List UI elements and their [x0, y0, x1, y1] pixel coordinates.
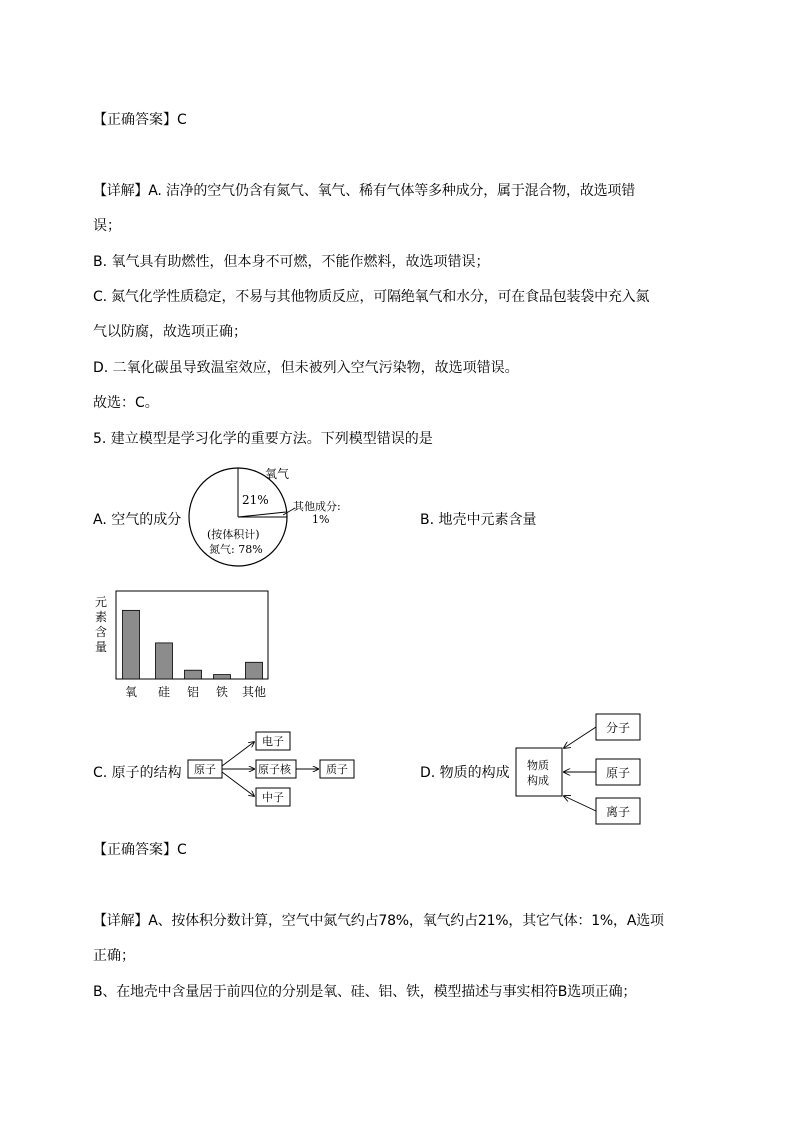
- x-tick-label: 铁: [215, 685, 229, 699]
- arrow-from-molecule: [564, 727, 596, 748]
- ylabel-char: 量: [95, 640, 108, 654]
- x-tick-label: 其他: [241, 685, 267, 699]
- bar-4: [246, 662, 263, 679]
- x-tick-label: 铝: [186, 685, 200, 699]
- bar-3: [214, 675, 231, 679]
- arrow-to-electron: [222, 742, 254, 766]
- neutron-text: 中子: [262, 791, 284, 804]
- option-b-explanation: B. 氧气具有助燃性，但本身不可燃，不能作燃料，故选项错误；: [93, 254, 490, 270]
- matter-composition-diagram: [512, 710, 647, 830]
- ion-text: 离子: [606, 805, 631, 819]
- electron-text: 电子: [262, 735, 284, 748]
- bars-group: [123, 610, 263, 679]
- detail2-line-3: B、在地壳中含量居于前四位的分别是氧、硅、铝、铁，模型描述与事实相符B选项正确；: [93, 984, 637, 1000]
- detail-line-2: 误；: [93, 218, 121, 234]
- bar-2: [185, 670, 202, 679]
- option-a-label: A. 空气的成分: [93, 512, 182, 528]
- option-b-label: B. 地壳中元素含量: [420, 512, 537, 528]
- option-c-label: C. 原子的结构: [93, 765, 182, 781]
- atom-text: 原子: [194, 763, 216, 776]
- pie-oxygen-pct: 21%: [242, 493, 269, 507]
- nucleus-text: 原子核: [258, 763, 291, 776]
- atom-structure-diagram: [186, 728, 356, 808]
- matter-center-line1: 物质: [527, 759, 549, 772]
- arrow-to-neutron: [222, 772, 254, 796]
- answer-label-2: 【正确答案】C: [93, 842, 187, 858]
- pie-nitrogen: 氮气: 78%: [209, 543, 263, 556]
- element-content-bar-chart: [93, 588, 273, 703]
- question-stem: 5. 建立模型是学习化学的重要方法。下列模型错误的是: [93, 431, 433, 447]
- x-tick-label: 氧: [124, 685, 138, 699]
- answer-label-1: 【正确答案】C: [93, 112, 187, 128]
- conclusion: 故选：C。: [93, 395, 159, 411]
- pie-other-label: 其他成分:: [293, 500, 341, 513]
- molecule-text: 分子: [606, 721, 631, 735]
- air-composition-pie: [185, 460, 365, 575]
- pie-oxygen-label: 氧气: [265, 467, 290, 481]
- proton-text: 质子: [326, 763, 348, 776]
- option-d-label: D. 物质的构成: [420, 765, 510, 781]
- option-c-explanation-line1: C. 氮气化学性质稳定，不易与其他物质反应，可隔绝氧气和水分，可在食品包装袋中充入氮: [93, 289, 650, 305]
- detail-line-1: 【详解】A. 洁净的空气仍含有氮气、氧气、稀有气体等多种成分，属于混合物，故选项错: [93, 183, 636, 199]
- x-tick-labels: [125, 684, 266, 699]
- pie-other-pct: 1%: [312, 513, 330, 526]
- detail2-line-2: 正确；: [93, 948, 135, 964]
- ylabel-char: 素: [95, 610, 108, 624]
- atom-text-d: 原子: [606, 766, 631, 780]
- bar-0: [123, 610, 140, 679]
- matter-center-line2: 构成: [527, 774, 549, 787]
- option-c-explanation-line2: 气以防腐，故选项正确；: [93, 324, 247, 340]
- ylabel-char: 含: [95, 625, 108, 639]
- option-d-explanation: D. 二氧化碳虽导致温室效应，但未被列入空气污染物，故选项错误。: [93, 360, 519, 376]
- pie-basis: (按体积计): [207, 528, 260, 541]
- detail2-line-1: 【详解】A、按体积分数计算，空气中氮气约占78%，氧气约占21%，其它气体：1%，A选项: [93, 913, 664, 929]
- ylabel-group: [95, 595, 107, 654]
- matter-center-box: [516, 748, 562, 796]
- bar-1: [156, 643, 173, 679]
- x-tick-label: 硅: [157, 685, 171, 699]
- ylabel-char: 元: [95, 595, 108, 609]
- arrow-from-ion: [564, 796, 596, 811]
